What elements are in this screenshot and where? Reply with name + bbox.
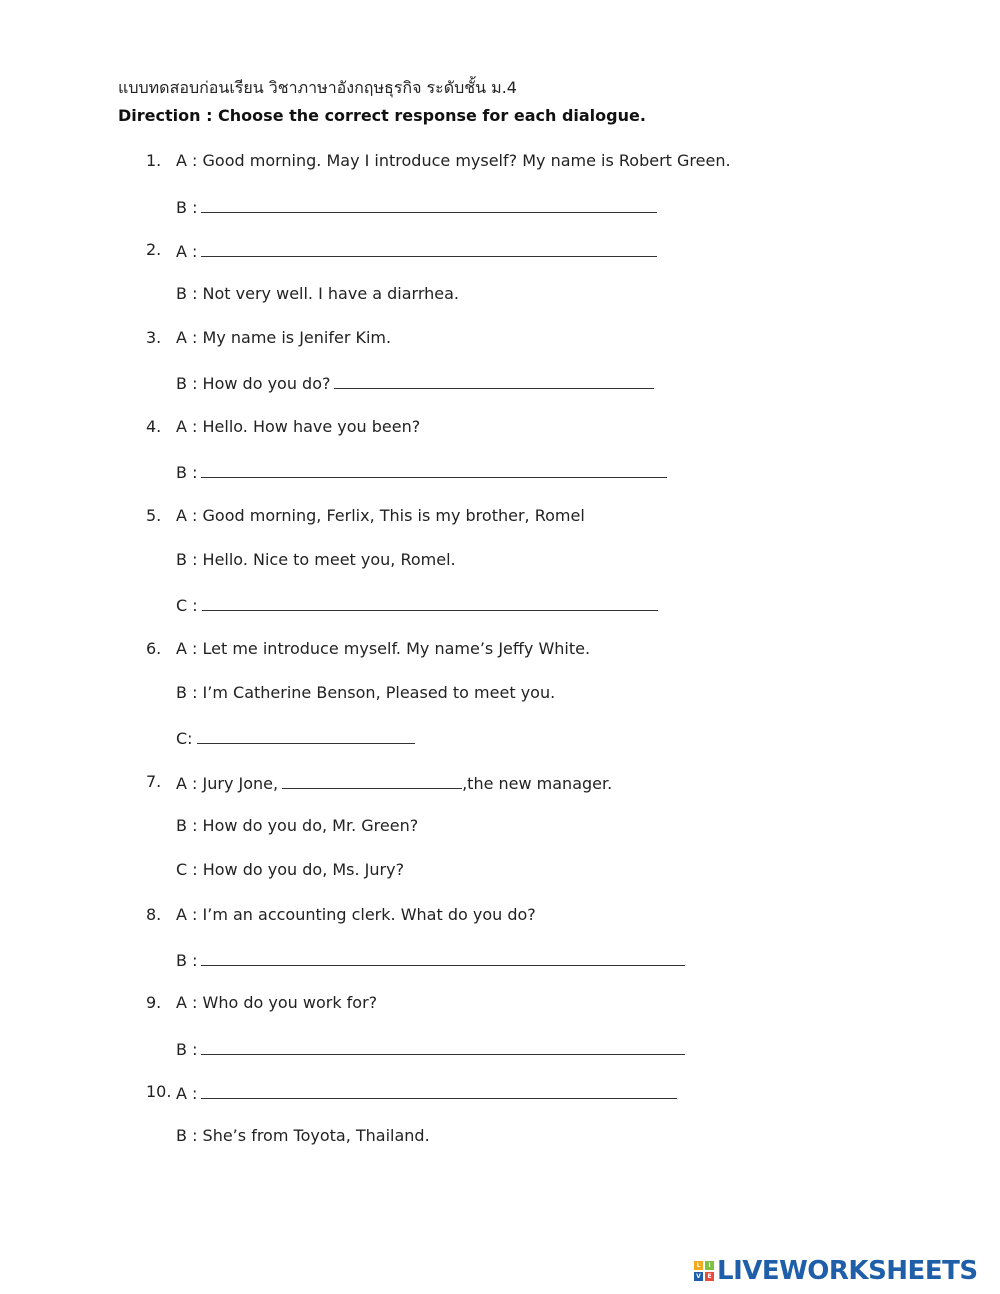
dialogue-line-c <box>176 727 415 749</box>
dialogue-line-a: A : Good morning, Ferlix, This is my brother, Romel <box>176 506 585 525</box>
dialogue-line-a: A : Let me introduce myself. My name’s Jeffy White. <box>176 639 591 658</box>
dialogue-line-b <box>176 1038 685 1060</box>
dialogue-line-a <box>176 1082 677 1104</box>
question-number: 6. <box>146 639 162 658</box>
answer-blank[interactable] <box>197 727 415 744</box>
logo-text: LIVEWORKSHEETS <box>717 1256 978 1286</box>
question-number: 10. <box>146 1082 172 1101</box>
logo-letter: L <box>694 1261 703 1270</box>
dialogue-line-a <box>176 240 657 262</box>
dialogue-line-b <box>176 372 654 394</box>
question-number: 9. <box>146 993 162 1012</box>
answer-blank[interactable] <box>282 772 462 789</box>
dialogue-line-a: A : Good morning. May I introduce myself? My name is Robert Green. <box>176 151 731 170</box>
dialogue-line-b <box>176 949 685 971</box>
answer-blank[interactable] <box>201 1038 685 1055</box>
answer-blank[interactable] <box>202 594 658 611</box>
speaker-label: C: <box>176 729 193 748</box>
dialogue-line-a: A : My name is Jenifer Kim. <box>176 328 392 347</box>
speaker-label: A : <box>176 242 198 261</box>
logo-letter: E <box>705 1272 714 1281</box>
question-number: 1. <box>146 151 162 170</box>
logo-letter: I <box>705 1261 714 1270</box>
logo-mark-icon <box>694 1261 714 1281</box>
speaker-label: B : How do you do? <box>176 374 331 393</box>
question-number: 2. <box>146 240 162 259</box>
dialogue-line-b <box>176 196 657 218</box>
dialogue-line-a: A : Hello. How have you been? <box>176 417 421 436</box>
dialogue-line-a: A : Who do you work for? <box>176 993 378 1012</box>
dialogue-line-a: A : I’m an accounting clerk. What do you do? <box>176 905 536 924</box>
answer-blank[interactable] <box>201 240 657 257</box>
dialogue-line-a <box>176 772 612 794</box>
speaker-label: C : <box>176 596 198 615</box>
logo-letter: V <box>694 1272 703 1281</box>
question-number: 5. <box>146 506 162 525</box>
answer-blank[interactable] <box>201 1082 677 1099</box>
direction-text: Direction : Choose the correct response for each dialogue. <box>118 106 646 125</box>
speaker-text: A : Jury Jone, <box>176 774 279 793</box>
speaker-text: ,the new manager. <box>462 774 613 793</box>
dialogue-line-b: B : How do you do, Mr. Green? <box>176 816 419 835</box>
answer-blank[interactable] <box>201 461 667 478</box>
speaker-label: B : <box>176 1040 198 1059</box>
dialogue-line-b: B : I’m Catherine Benson, Pleased to meet you. <box>176 683 556 702</box>
dialogue-line-c <box>176 594 658 616</box>
speaker-label: A : <box>176 1084 198 1103</box>
liveworksheets-logo <box>694 1256 978 1286</box>
question-number: 4. <box>146 417 162 436</box>
dialogue-line-b <box>176 461 667 483</box>
question-number: 7. <box>146 772 162 791</box>
dialogue-line-b: B : She’s from Toyota, Thailand. <box>176 1126 430 1145</box>
answer-blank[interactable] <box>201 196 657 213</box>
question-number: 3. <box>146 328 162 347</box>
speaker-label: B : <box>176 951 198 970</box>
dialogue-line-b: B : Not very well. I have a diarrhea. <box>176 284 460 303</box>
dialogue-line-c: C : How do you do, Ms. Jury? <box>176 860 405 879</box>
speaker-label: B : <box>176 463 198 482</box>
answer-blank[interactable] <box>334 372 654 389</box>
dialogue-line-b: B : Hello. Nice to meet you, Romel. <box>176 550 456 569</box>
question-number: 8. <box>146 905 162 924</box>
speaker-label: B : <box>176 198 198 217</box>
answer-blank[interactable] <box>201 949 685 966</box>
worksheet-title: แบบทดสอบก่อนเรียน วิชาภาษาอังกฤษธุรกิจ ระดับชั้น ม.4 <box>118 78 517 97</box>
